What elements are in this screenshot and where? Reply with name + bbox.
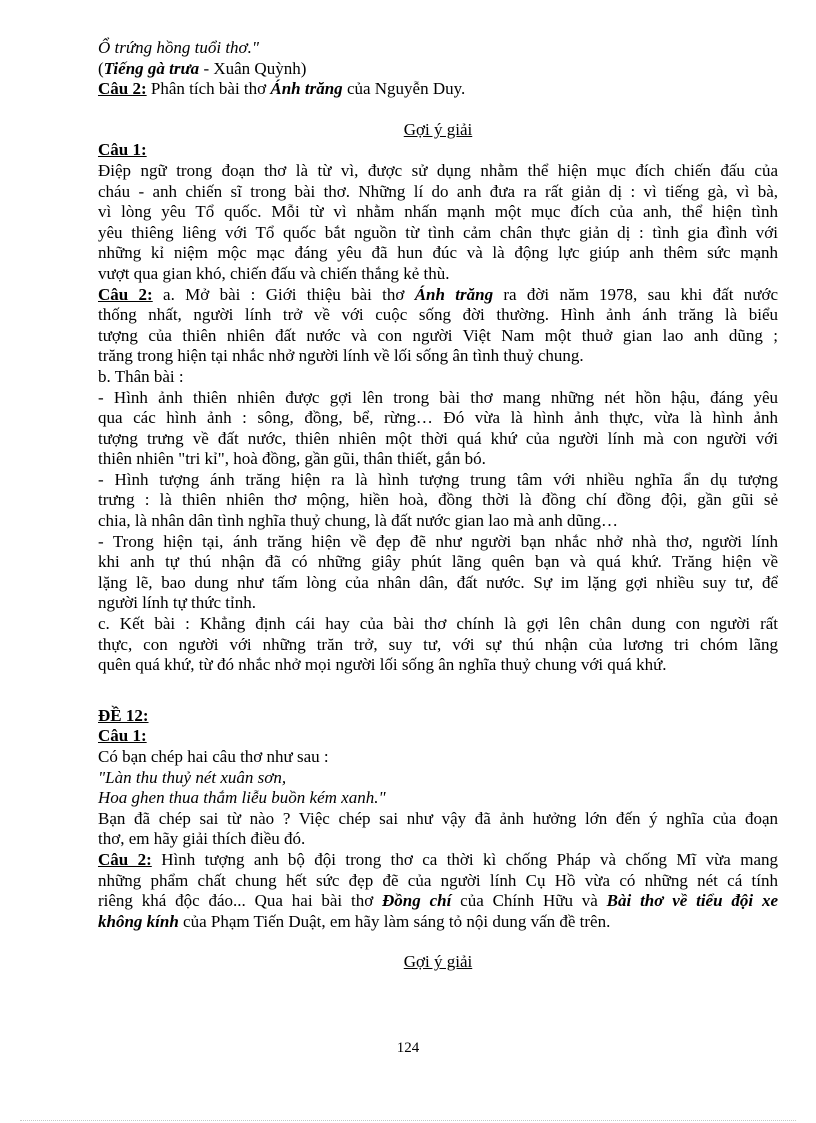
answer-1-line: yêu thiêng liêng với Tổ quốc bắt nguồn từ tình cảm chân thực giản dị : tình gia đình với bbox=[98, 222, 778, 242]
exam-12-question-1-label: Câu 1: bbox=[98, 726, 147, 746]
body-section-label: b. Thân bài : bbox=[98, 366, 184, 386]
answer-1-line: Điệp ngữ trong đoạn thơ là từ vì, được sử dụng nhằm thể hiện mục đích chiến đấu của bbox=[98, 160, 778, 180]
answer-1-line: những kỉ niệm mộc mạc đáng yêu đã hun đúc và là động lực giúp anh thêm sức mạnh bbox=[98, 243, 778, 263]
question-2-prompt bbox=[98, 79, 778, 100]
body-line: qua các hình ảnh : sông, đồng, bể, rừng… Đó vừa là hình ảnh thực, vừa là hình ảnh bbox=[98, 408, 778, 428]
answer-1-label: Câu 1: bbox=[98, 140, 147, 160]
exam-12-question-2-line: những phẩm chất chung hết sức đẹp đẽ của người lính Cụ Hồ vừa có những nét cá tính bbox=[98, 870, 778, 890]
exam-12-question-1-intro: Có bạn chép hai câu thơ như sau : bbox=[98, 747, 329, 766]
question-2-title: Ánh trăng bbox=[270, 79, 343, 99]
conclusion-line: c. Kết bài : Khẳng định cái hay của bài thơ chính là gợi lên chân dung con người rất bbox=[98, 614, 778, 634]
body-line: lặng lẽ, bao dung như tấm lòng của nhân dân, đất nước. Sự im lặng gợi nhiều suy tư, để bbox=[98, 572, 778, 592]
body-line: trưng : là thiên nhiên thơ mộng, hiền hoà, đồng thời là đồng chí đồng đội, gần gũi sẻ bbox=[98, 490, 778, 510]
source-title: Tiếng gà trưa bbox=[103, 58, 200, 78]
exam-12-question-2-line bbox=[98, 850, 778, 871]
answer-2-text: a. Mở bài : Giới thiệu bài thơ bbox=[152, 284, 415, 304]
poem-source bbox=[98, 59, 778, 80]
source-open: ( bbox=[98, 58, 104, 78]
answer-1-line: vì lòng yêu Tổ quốc. Mỗi từ vì nhằm nhấn mạnh một mục đích của anh, thể hiện tình bbox=[98, 202, 778, 222]
question-2-text: Phân tích bài thơ bbox=[146, 79, 271, 99]
answer-2-poem-title: Ánh trăng bbox=[414, 284, 494, 304]
hint-heading-2: Gợi ý giải bbox=[403, 952, 473, 972]
body-line: - Hình tượng ánh trăng hiện ra là hình tượng trung tâm với nhiều nghĩa ẩn dụ tượng bbox=[98, 469, 778, 489]
answer-2-text-tail: ra đời năm 1978, sau khi đất nước bbox=[493, 284, 778, 304]
question-2-label: Câu 2: bbox=[98, 79, 147, 99]
exam-12-question-2-label: Câu 2: bbox=[98, 849, 152, 869]
quoted-poem-line: "Làn thu thuỷ nét xuân sơn, bbox=[98, 767, 287, 787]
body-line: - Trong hiện tại, ánh trăng hiện về đẹp đẽ như người bạn nhắc nhở nhà thơ, người lính bbox=[98, 531, 778, 551]
question-2-tail: của Nguyễn Duy. bbox=[342, 79, 466, 99]
body-line: tượng trưng về đất nước, thiên nhiên một thời quá khứ của người lính mà con người với bbox=[98, 428, 778, 448]
exam-12-question-2-text: Hình tượng anh bộ đội trong thơ ca thời kì chống Pháp và chống Mĩ vừa mang bbox=[151, 849, 778, 869]
page-bottom-divider bbox=[20, 1120, 796, 1121]
exam-12-question-2-line bbox=[98, 912, 778, 933]
exam-12-question-2-text: riêng khá độc đáo... Qua hai bài thơ bbox=[98, 891, 383, 911]
conclusion-line: thực, con người với những trăn trở, suy tư, với sự thú nhận của lương tri chóm lãng bbox=[98, 634, 778, 654]
exam-12-question-1-line: thơ, em hãy giải thích điều đó. bbox=[98, 829, 306, 849]
answer-2-line: thống nhất, người lính trở về với cuộc sống đời thường. Hình ảnh ánh trăng là biểu bbox=[98, 305, 778, 325]
body-line: khi anh tự thú nhận đã có những giây phút lãng quên bạn và quá khứ. Trăng hiện về bbox=[98, 552, 778, 572]
exam-12-question-2-line bbox=[98, 891, 778, 912]
answer-2-label: Câu 2: bbox=[98, 284, 153, 304]
poem-last-line: Ổ trứng hồng tuổi thơ." bbox=[98, 38, 260, 57]
body-line: thiên nhiên "tri kỉ", hoà đồng, gần gũi, thân thiết, gắn bó. bbox=[98, 449, 486, 469]
exam-12-title: ĐỀ 12: bbox=[98, 705, 149, 725]
exam-12-question-2-text: của Phạm Tiến Duật, em hãy làm sáng tỏ nội dung vấn đề trên. bbox=[178, 911, 611, 931]
answer-1-line: vượt qua gian khó, chiến đấu và chiến thắng kẻ thù. bbox=[98, 263, 450, 283]
answer-1-line: cháu - anh chiến sĩ trong bài thơ. Những lí do anh đưa ra rất giản dị : vì tiếng gà, vì bà, bbox=[98, 181, 778, 201]
document-page bbox=[98, 38, 778, 973]
body-line: - Hình ảnh thiên nhiên được gợi lên trong bài thơ mang những nét hồn hậu, đáng yêu bbox=[98, 387, 778, 407]
body-line: chia, là nhân dân tình nghĩa thuỷ chung, là đất nước gian lao mà anh dũng… bbox=[98, 511, 619, 531]
answer-2-line: trăng trong hiện tại nhắc nhở người lính về lối sống ân tình thuỷ chung. bbox=[98, 346, 584, 366]
exam-12-question-2-text: của Chính Hữu và bbox=[451, 891, 607, 911]
poem-title-tieu-doi-xe: Bài thơ về tiểu đội xe bbox=[606, 891, 778, 911]
answer-2-intro bbox=[98, 285, 778, 306]
poem-title-dong-chi: Đồng chí bbox=[382, 891, 452, 911]
answer-2-line: tượng của thiên nhiên đất nước và con người Việt Nam một thuở gian lao anh dũng ; bbox=[98, 325, 778, 345]
page-number: 124 bbox=[396, 1040, 420, 1056]
source-author: - Xuân Quỳnh) bbox=[199, 58, 307, 78]
quoted-poem-line: Hoa ghen thua thắm liễu buồn kém xanh." bbox=[98, 788, 386, 808]
body-line: người lính tự thức tỉnh. bbox=[98, 593, 256, 613]
hint-heading: Gợi ý giải bbox=[403, 119, 473, 139]
poem-title-tieu-doi-xe-end: không kính bbox=[98, 911, 179, 931]
exam-12-question-1-line: Bạn đã chép sai từ nào ? Việc chép sai như vậy đã ảnh hưởng lớn đến ý nghĩa của đoạn bbox=[98, 808, 778, 828]
conclusion-line: quên quá khứ, từ đó nhắc nhở mọi người lối sống ân nghĩa thuỷ chung với quá khứ. bbox=[98, 655, 667, 675]
